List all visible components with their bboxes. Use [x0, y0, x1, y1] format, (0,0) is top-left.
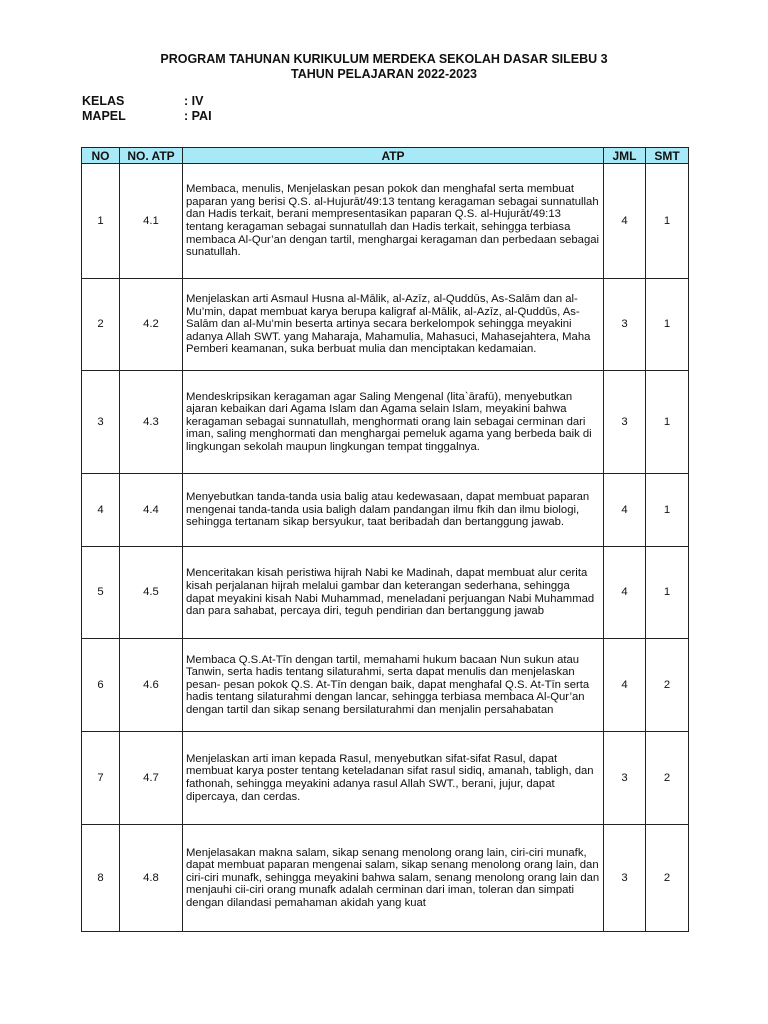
row-no: 8: [82, 825, 120, 932]
table-row: [82, 825, 689, 932]
row-atp-text: Menjelaskan arti iman kepada Rasul, menyebutkan sifat-sifat Rasul, dapat membuat karya poster tentang keteladanan sifat rasul sidiq, amanah, tabligh, dan fathonah, sehingga meyakini adanya rasul Allah SWT., berani, jujur, dapat dipercaya, dan cerdas.: [183, 732, 604, 825]
header-jml: JML: [604, 148, 646, 164]
document-header: [0, 52, 768, 82]
row-atp-no: 4.1: [120, 164, 183, 279]
row-atp-text: Membaca, menulis, Menjelaskan pesan pokok dan menghafal serta membuat paparan yang berisi Q.S. al-Hujurāt/49:13 tentang keragaman sebagai sunnatullah dan Hadis terkait, berani mempresentasikan paparan Q.S. al-Hujurāt/49:13 tentang keragaman sebagai sunnatullah dan Hadis terkait, sehingga terbiasa membaca Al-Qur’an dengan tartil, menghargai keragaman dan perbedaan sebagai sunatullah.: [183, 164, 604, 279]
class-info: [82, 94, 212, 124]
row-jml: 3: [604, 825, 646, 932]
row-atp-no: 4.2: [120, 279, 183, 371]
row-atp-text: Menyebutkan tanda-tanda usia balig atau kedewasaan, dapat membuat paparan mengenai tanda-tanda usia baligh dalam pandangan ilmu fkih dan ilmu biologi, sehingga tertanam sikap bersyukur, taat beribadah dan bertanggung jawab.: [183, 474, 604, 547]
row-jml: 4: [604, 474, 646, 547]
header-no: NO: [82, 148, 120, 164]
kelas-value: : IV: [184, 94, 204, 108]
table-row: [82, 547, 689, 639]
mapel-row: [82, 109, 212, 124]
header-smt: SMT: [646, 148, 689, 164]
row-jml: 3: [604, 732, 646, 825]
row-atp-no: 4.3: [120, 371, 183, 474]
kelas-label: KELAS: [82, 94, 125, 108]
row-atp-no: 4.4: [120, 474, 183, 547]
row-smt: 2: [646, 639, 689, 732]
row-no: 2: [82, 279, 120, 371]
table-row: [82, 732, 689, 825]
row-smt: 1: [646, 371, 689, 474]
atp-table: [81, 147, 689, 932]
row-no: 4: [82, 474, 120, 547]
table-header-row: [82, 148, 689, 164]
mapel-value: : PAI: [184, 109, 212, 123]
row-atp-text: Membaca Q.S.At-Tīn dengan tartil, memahami hukum bacaan Nun sukun atau Tanwin, serta hadis tentang silaturahmi, serta dapat menulis dan menjelaskan pesan- pesan pokok Q.S. At-Tīn dengan baik, dapat menghafal Q.S. At-Tīn serta hadis tentang silaturahmi dengan lancar, sehingga terbiasa membaca Al-Qur’an dengan tartil dan sikap senang bersilaturahmi dan menjalin persahabatan: [183, 639, 604, 732]
table-row: [82, 474, 689, 547]
row-atp-text: Mendeskripsikan keragaman agar Saling Mengenal (lita`ārafū), menyebutkan ajaran kebaikan dari Agama Islam dan Agama selain Islam, meyakini bahwa keragaman sebagai sunnatullah, menghormati orang lain sebagai cerminan dari iman, saling menghormati dan menghargai pemeluk agama yang berbeda baik di lingkungan sekolah maupun lingkungan tempat tinggalnya.: [183, 371, 604, 474]
row-no: 5: [82, 547, 120, 639]
mapel-label: MAPEL: [82, 109, 126, 123]
row-smt: 2: [646, 732, 689, 825]
row-jml: 3: [604, 279, 646, 371]
row-jml: 4: [604, 164, 646, 279]
row-smt: 1: [646, 279, 689, 371]
row-atp-text: Menjelaskan arti Asmaul Husna al-Mālik, al-Azīz, al-Quddūs, As-Salām dan al-Mu’min, dapat membuat karya berupa kaligraf al-Mālik, al-Azīz, al-Quddūs, As-Salām dan al-Mu’min beserta artinya secara berkelompok sehingga meyakini adanya Allah SWT. yang Maharaja, Mahamulia, Mahasuci, Mahasejahtera, Maha Pemberi keamanan, suka berbuat mulia dan menciptakan kedamaian.: [183, 279, 604, 371]
table-row: [82, 639, 689, 732]
table-row: [82, 164, 689, 279]
row-smt: 1: [646, 164, 689, 279]
row-smt: 1: [646, 547, 689, 639]
table-row: [82, 279, 689, 371]
row-no: 1: [82, 164, 120, 279]
header-no-atp: NO. ATP: [120, 148, 183, 164]
kelas-row: [82, 94, 212, 109]
row-jml: 4: [604, 547, 646, 639]
row-smt: 2: [646, 825, 689, 932]
row-atp-text: Menceritakan kisah peristiwa hijrah Nabi ke Madinah, dapat membuat alur cerita kisah perjalanan hijrah melalui gambar dan keterangan sederhana, sehingga dapat meyakini kisah Nabi Muhammad, meneladani perjuangan Nabi Muhammad dan para sahabat, percaya diri, teguh pendirian dan bertanggung jawab: [183, 547, 604, 639]
row-atp-text: Menjelasakan makna salam, sikap senang menolong orang lain, ciri-ciri munafk, dapat membuat paparan mengenai salam, sikap senang menolong orang lain, dan ciri-ciri munafk, sehingga meyakini bahwa salam, senang menolong orang lain dan menjauhi cii-ciri orang munafk adalah cerminan dari iman, toleran dan simpati dengan dilandasi pemahaman akidah yang kuat: [183, 825, 604, 932]
row-jml: 4: [604, 639, 646, 732]
row-no: 6: [82, 639, 120, 732]
row-atp-no: 4.6: [120, 639, 183, 732]
row-jml: 3: [604, 371, 646, 474]
row-atp-no: 4.8: [120, 825, 183, 932]
row-smt: 1: [646, 474, 689, 547]
row-no: 7: [82, 732, 120, 825]
table-row: [82, 371, 689, 474]
row-no: 3: [82, 371, 120, 474]
row-atp-no: 4.5: [120, 547, 183, 639]
row-atp-no: 4.7: [120, 732, 183, 825]
document-title: PROGRAM TAHUNAN KURIKULUM MERDEKA SEKOLAH DASAR SILEBU 3: [160, 52, 608, 66]
header-atp: ATP: [183, 148, 604, 164]
academic-year: TAHUN PELAJARAN 2022-2023: [291, 67, 477, 81]
